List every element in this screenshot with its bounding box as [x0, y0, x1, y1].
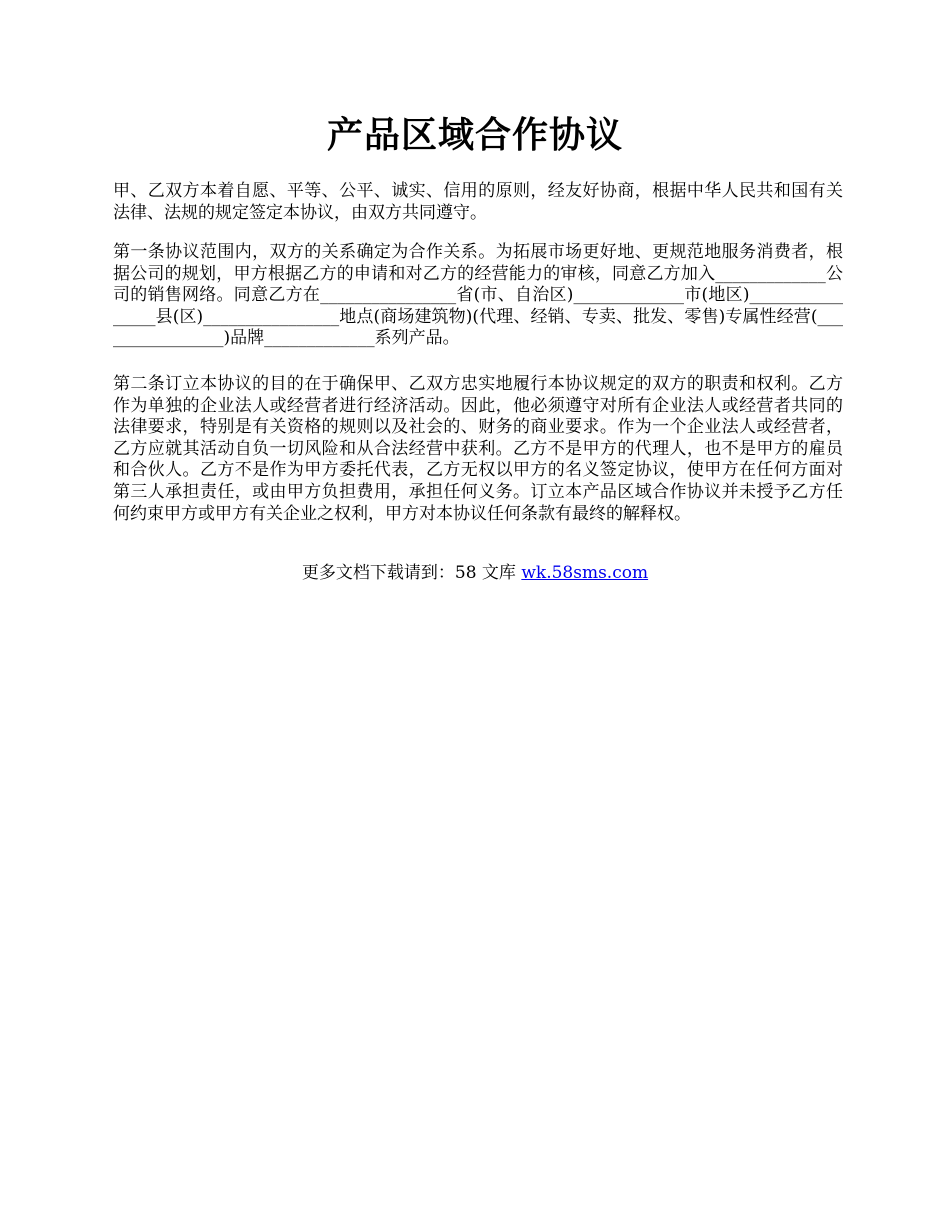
article-one-paragraph: 第一条协议范围内，双方的关系确定为合作关系。为拓展市场更好地、更规范地服务消费者，根据公司的规划，甲方根据乙方的申请和对乙方的经营能力的审核，同意乙方加入_____________公司的销售网络。同意乙方在________________省(市、自治区)_____________市(地区)________________县(区)________________地点(商场建筑物)(代理、经销、专卖、批发、零售)专属性经营(________________)品牌_____________系列产品。	[113, 242, 843, 349]
article-two-paragraph: 第二条订立本协议的目的在于确保甲、乙双方忠实地履行本协议规定的双方的职责和权利。乙方作为单独的企业法人或经营者进行经济活动。因此，他必须遵守对所有企业法人或经营者共同的法律要求，特别是有关资格的规则以及社会的、财务的商业要求。作为一个企业法人或经营者，乙方应就其活动自负一切风险和从合法经营中获利。乙方不是甲方的代理人，也不是甲方的雇员和合伙人。乙方不是作为甲方委托代表，乙方无权以甲方的名义签定协议，使甲方在任何方面对第三人承担责任，或由甲方负担费用，承担任何义务。订立本产品区域合作协议并未授予乙方任何约束甲方或甲方有关企业之权利，甲方对本协议任何条款有最终的解释权。	[113, 374, 843, 524]
document-title: 产品区域合作协议	[326, 114, 623, 156]
download-footer	[0, 562, 950, 584]
footer-link[interactable]: wk.58sms.com	[521, 563, 649, 583]
footer-prefix: 更多文档下载请到：58 文库	[301, 563, 522, 583]
intro-paragraph: 甲、乙双方本着自愿、平等、公平、诚实、信用的原则，经友好协商，根据中华人民共和国有关法律、法规的规定签定本协议，由双方共同遵守。	[113, 181, 843, 223]
